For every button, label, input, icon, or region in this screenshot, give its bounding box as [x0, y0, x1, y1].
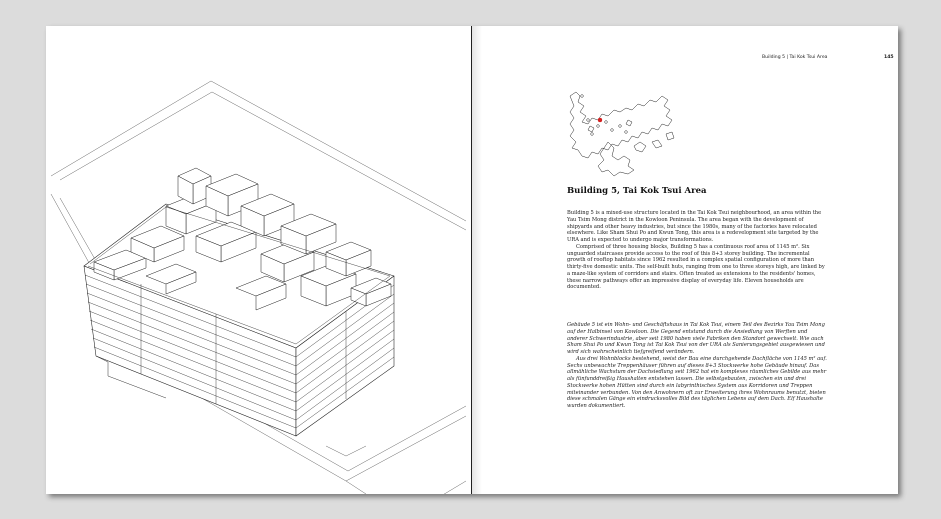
building-axonometric-drawing [46, 26, 471, 494]
page-title: Building 5, Tai Kok Tsui Area [567, 186, 707, 196]
gutter-shadow [472, 26, 482, 494]
hong-kong-locator-map [568, 86, 678, 178]
left-page [46, 26, 472, 494]
german-body [567, 322, 829, 410]
english-paragraph-1: Building 5 is a mixed-use structure located in the Tai Kok Tsui neighbourhood, an area within the Yau Tsim Mong district in the Kowloon Peninsula. The area began with the development of shipyards and other heavy industries, but since the 1980s, many of the factories have relocated elsewhere. Like Sham Shui Po and Kwun Tong, this area is a redevelopment site targeted by the URA and is expected to undergo major transformations. [567, 210, 822, 243]
german-paragraph-1: Gebäude 5 ist ein Wohn- und Geschäftshaus in Tai Kok Tsui, einem Teil des Bezirks Yau Tsim Mong auf der Halbinsel von Kowloon. Die Gegend entstand durch die Ansiedlung von Werften und anderer Schwerindustrie, aber seit 1980 haben viele Fabriken den Standort gewechselt. Wie auch Sham Shui Po und Kwun Tong ist Tai Kok Tsui von der URA als Sanierungsgebiet ausgewiesen und wird sich wahrscheinlich tiefgreifend verändern. [567, 322, 825, 355]
location-marker-icon [598, 118, 602, 122]
page-number: 145 [884, 55, 894, 60]
german-paragraph-2: Aus drei Wohnblocks bestehend, weist der Bau eine durchgehende Dachfläche von 1145 m² auf. Sechs unbewachte Treppenhäuser führen auf dieses 8+3 Stockwerke hohe Gebäude hinauf. Das allmähliche Wachstum der Dachsiedlung seit 1962 hat ein komplexes räumliches Gebilde aus mehr als fünfunddreißig Haushalten entstehen lassen. Die selbstgebauten, zwischen ein und drei Stockwerke hohen Hütten sind durch ein labyrinthisches System aus Korridoren und Treppen miteinander verbunden. Von den Anwohnern oft zur Erweiterung ihres Wohnraums benutzt, bieten diese schmalen Gänge ein eindrucksvolles Bild des täglichen Lebens auf dem Dach. Elf Haushalte wurden dokumentiert. [567, 355, 827, 409]
english-body [567, 210, 829, 291]
right-page [472, 26, 898, 494]
running-head: Building 5 | Tai Kok Tsui Area [762, 55, 828, 60]
book-spread [46, 26, 898, 494]
english-paragraph-2: Comprised of three housing blocks, Building 5 has a continuous roof area of 1145 m². Six unguarded staircases provide access to the roof of this 8+3 storey building. The incremental growth of rooftop habitats since 1962 resulted in a complex spatial configuration of more than thirty-five domestic units. The self-built huts, ranging from one to three storeys high, are linked by a maze-like system of corridors and stairs. Often treated as extensions to the residents' homes, these narrow pathways offer an impressive display of everyday life. Eleven households are documented. [567, 243, 825, 291]
